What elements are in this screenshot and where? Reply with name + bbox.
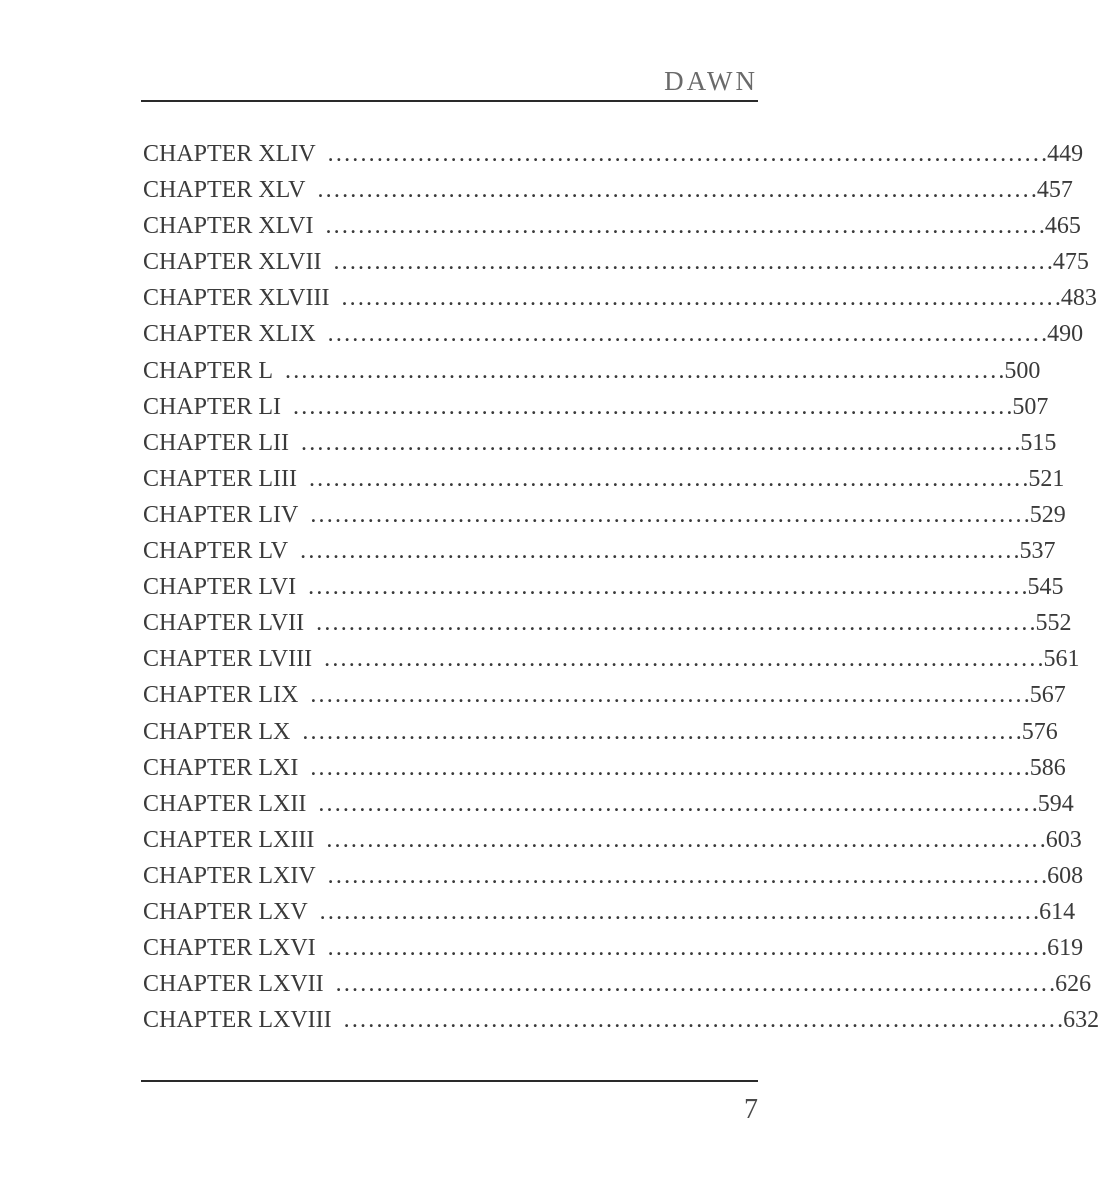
toc-dot-leader: ....................................................................................... — [343, 1007, 1058, 1034]
toc-chapter-label: CHAPTER LXVII — [143, 971, 324, 998]
toc-entry — [143, 389, 1049, 425]
toc-chapter-label: CHAPTER LXV — [143, 898, 308, 925]
toc-page-number: .576 — [1015, 718, 1058, 745]
toc-page-number: .500 — [998, 357, 1041, 384]
toc-page-number: .626 — [1049, 971, 1092, 998]
footer-rule — [141, 1080, 758, 1082]
toc-entry — [143, 280, 1097, 316]
toc-chapter-label: CHAPTER LIV — [143, 501, 299, 528]
toc-entry — [143, 569, 1064, 605]
toc-dot-leader: ....................................................................................... — [285, 357, 999, 384]
toc-entry — [143, 172, 1073, 208]
toc-page-number: .483 — [1054, 285, 1097, 312]
toc-chapter-label: CHAPTER LVII — [143, 610, 305, 637]
toc-chapter-label: CHAPTER L — [143, 357, 274, 384]
toc-chapter-label: CHAPTER LI — [143, 393, 281, 420]
toc-page-number: .594 — [1031, 790, 1074, 817]
toc-page-number: .552 — [1029, 610, 1072, 637]
toc-page-number: .507 — [1006, 393, 1049, 420]
running-header-title: DAWN — [664, 66, 758, 96]
toc-chapter-label: CHAPTER XLIV — [143, 141, 316, 167]
toc-page-number: .457 — [1030, 177, 1073, 204]
toc-chapter-label: CHAPTER LIII — [143, 465, 297, 492]
toc-chapter-label: CHAPTER LXII — [143, 790, 307, 817]
toc-entry — [143, 822, 1082, 858]
toc-page-number: .465 — [1038, 213, 1081, 240]
toc-chapter-label: CHAPTER LII — [143, 429, 289, 456]
toc-chapter-label: CHAPTER LXIII — [143, 826, 315, 853]
toc-entry — [143, 677, 1066, 713]
toc-chapter-label: CHAPTER LXVI — [143, 935, 316, 962]
toc-dot-leader: ....................................................................................... — [327, 862, 1042, 889]
toc-entry — [143, 894, 1076, 930]
toc-entry — [143, 966, 1092, 1002]
toc-entry — [143, 425, 1057, 461]
toc-page-number: .567 — [1023, 682, 1066, 709]
toc-entry — [143, 136, 1084, 172]
toc-dot-leader: ....................................................................................... — [301, 429, 1015, 456]
toc-chapter-label: CHAPTER XLIX — [143, 321, 316, 348]
toc-entry — [143, 353, 1041, 389]
toc-dot-leader: ....................................................................................... — [327, 935, 1042, 962]
toc-dot-leader: ....................................................................................... — [316, 610, 1030, 637]
toc-entry — [143, 461, 1065, 497]
toc-dot-leader: ....................................................................................... — [327, 141, 1042, 167]
toc-dot-leader: ....................................................................................... — [326, 826, 1040, 853]
toc-page-number: .632 — [1057, 1007, 1099, 1034]
toc-chapter-label: CHAPTER LXI — [143, 754, 299, 781]
toc-page-number: .490 — [1041, 321, 1084, 348]
toc-entry — [143, 533, 1056, 569]
toc-entry — [143, 1002, 1099, 1038]
toc-dot-leader: ....................................................................................... — [310, 682, 1024, 709]
toc-page-number: .521 — [1022, 465, 1065, 492]
toc-dot-leader: ....................................................................................... — [300, 538, 1014, 565]
toc-dot-leader: ....................................................................................... — [302, 718, 1016, 745]
toc-entry — [143, 316, 1084, 352]
toc-dot-leader: ....................................................................................... — [335, 971, 1050, 998]
toc-chapter-label: CHAPTER LXVIII — [143, 1007, 332, 1034]
table-of-contents — [143, 136, 1099, 1038]
toc-chapter-label: CHAPTER XLV — [143, 177, 306, 204]
toc-dot-leader: ....................................................................................... — [310, 501, 1024, 528]
toc-page-number: .545 — [1021, 574, 1064, 601]
page-number: 7 — [744, 1094, 758, 1125]
toc-dot-leader: ....................................................................................... — [317, 177, 1031, 204]
toc-page-number: .619 — [1041, 935, 1084, 962]
toc-page-number: .561 — [1037, 646, 1080, 673]
toc-dot-leader: ....................................................................................... — [341, 285, 1055, 312]
toc-chapter-label: CHAPTER LVIII — [143, 646, 313, 673]
toc-page-number: .603 — [1039, 826, 1082, 853]
toc-chapter-label: CHAPTER LXIV — [143, 862, 316, 889]
toc-dot-leader: ....................................................................................... — [327, 321, 1042, 348]
toc-page-number: .529 — [1023, 501, 1066, 528]
toc-dot-leader: ....................................................................................... — [310, 754, 1024, 781]
toc-entry — [143, 714, 1058, 750]
toc-dot-leader: ....................................................................................... — [318, 790, 1032, 817]
header-rule — [141, 100, 758, 102]
toc-chapter-label: CHAPTER XLVII — [143, 249, 322, 276]
toc-page-number: .449 — [1041, 141, 1084, 167]
toc-chapter-label: CHAPTER LIX — [143, 682, 299, 709]
toc-entry — [143, 858, 1084, 894]
toc-page-number: .537 — [1013, 538, 1056, 565]
toc-page-number: .608 — [1041, 862, 1084, 889]
toc-chapter-label: CHAPTER LX — [143, 718, 291, 745]
toc-entry — [143, 750, 1066, 786]
toc-chapter-label: CHAPTER LV — [143, 538, 289, 565]
toc-dot-leader: ....................................................................................... — [325, 213, 1039, 240]
toc-page-number: .475 — [1046, 249, 1089, 276]
toc-entry — [143, 208, 1081, 244]
toc-dot-leader: ....................................................................................... — [324, 646, 1038, 673]
toc-dot-leader: ....................................................................................... — [293, 393, 1007, 420]
toc-chapter-label: CHAPTER LVI — [143, 574, 297, 601]
toc-chapter-label: CHAPTER XLVIII — [143, 285, 330, 312]
toc-entry — [143, 786, 1074, 822]
toc-entry — [143, 930, 1084, 966]
toc-entry — [143, 244, 1089, 280]
toc-entry — [143, 605, 1072, 641]
toc-dot-leader: ....................................................................................... — [308, 465, 1023, 492]
toc-entry — [143, 497, 1066, 533]
toc-page-number: .515 — [1014, 429, 1057, 456]
toc-page-number: .614 — [1033, 898, 1076, 925]
toc-dot-leader: ....................................................................................... — [308, 574, 1022, 601]
toc-page-number: .586 — [1023, 754, 1066, 781]
toc-entry — [143, 641, 1080, 677]
toc-chapter-label: CHAPTER XLVI — [143, 213, 314, 240]
toc-dot-leader: ....................................................................................... — [319, 898, 1034, 925]
toc-dot-leader: ....................................................................................... — [333, 249, 1047, 276]
